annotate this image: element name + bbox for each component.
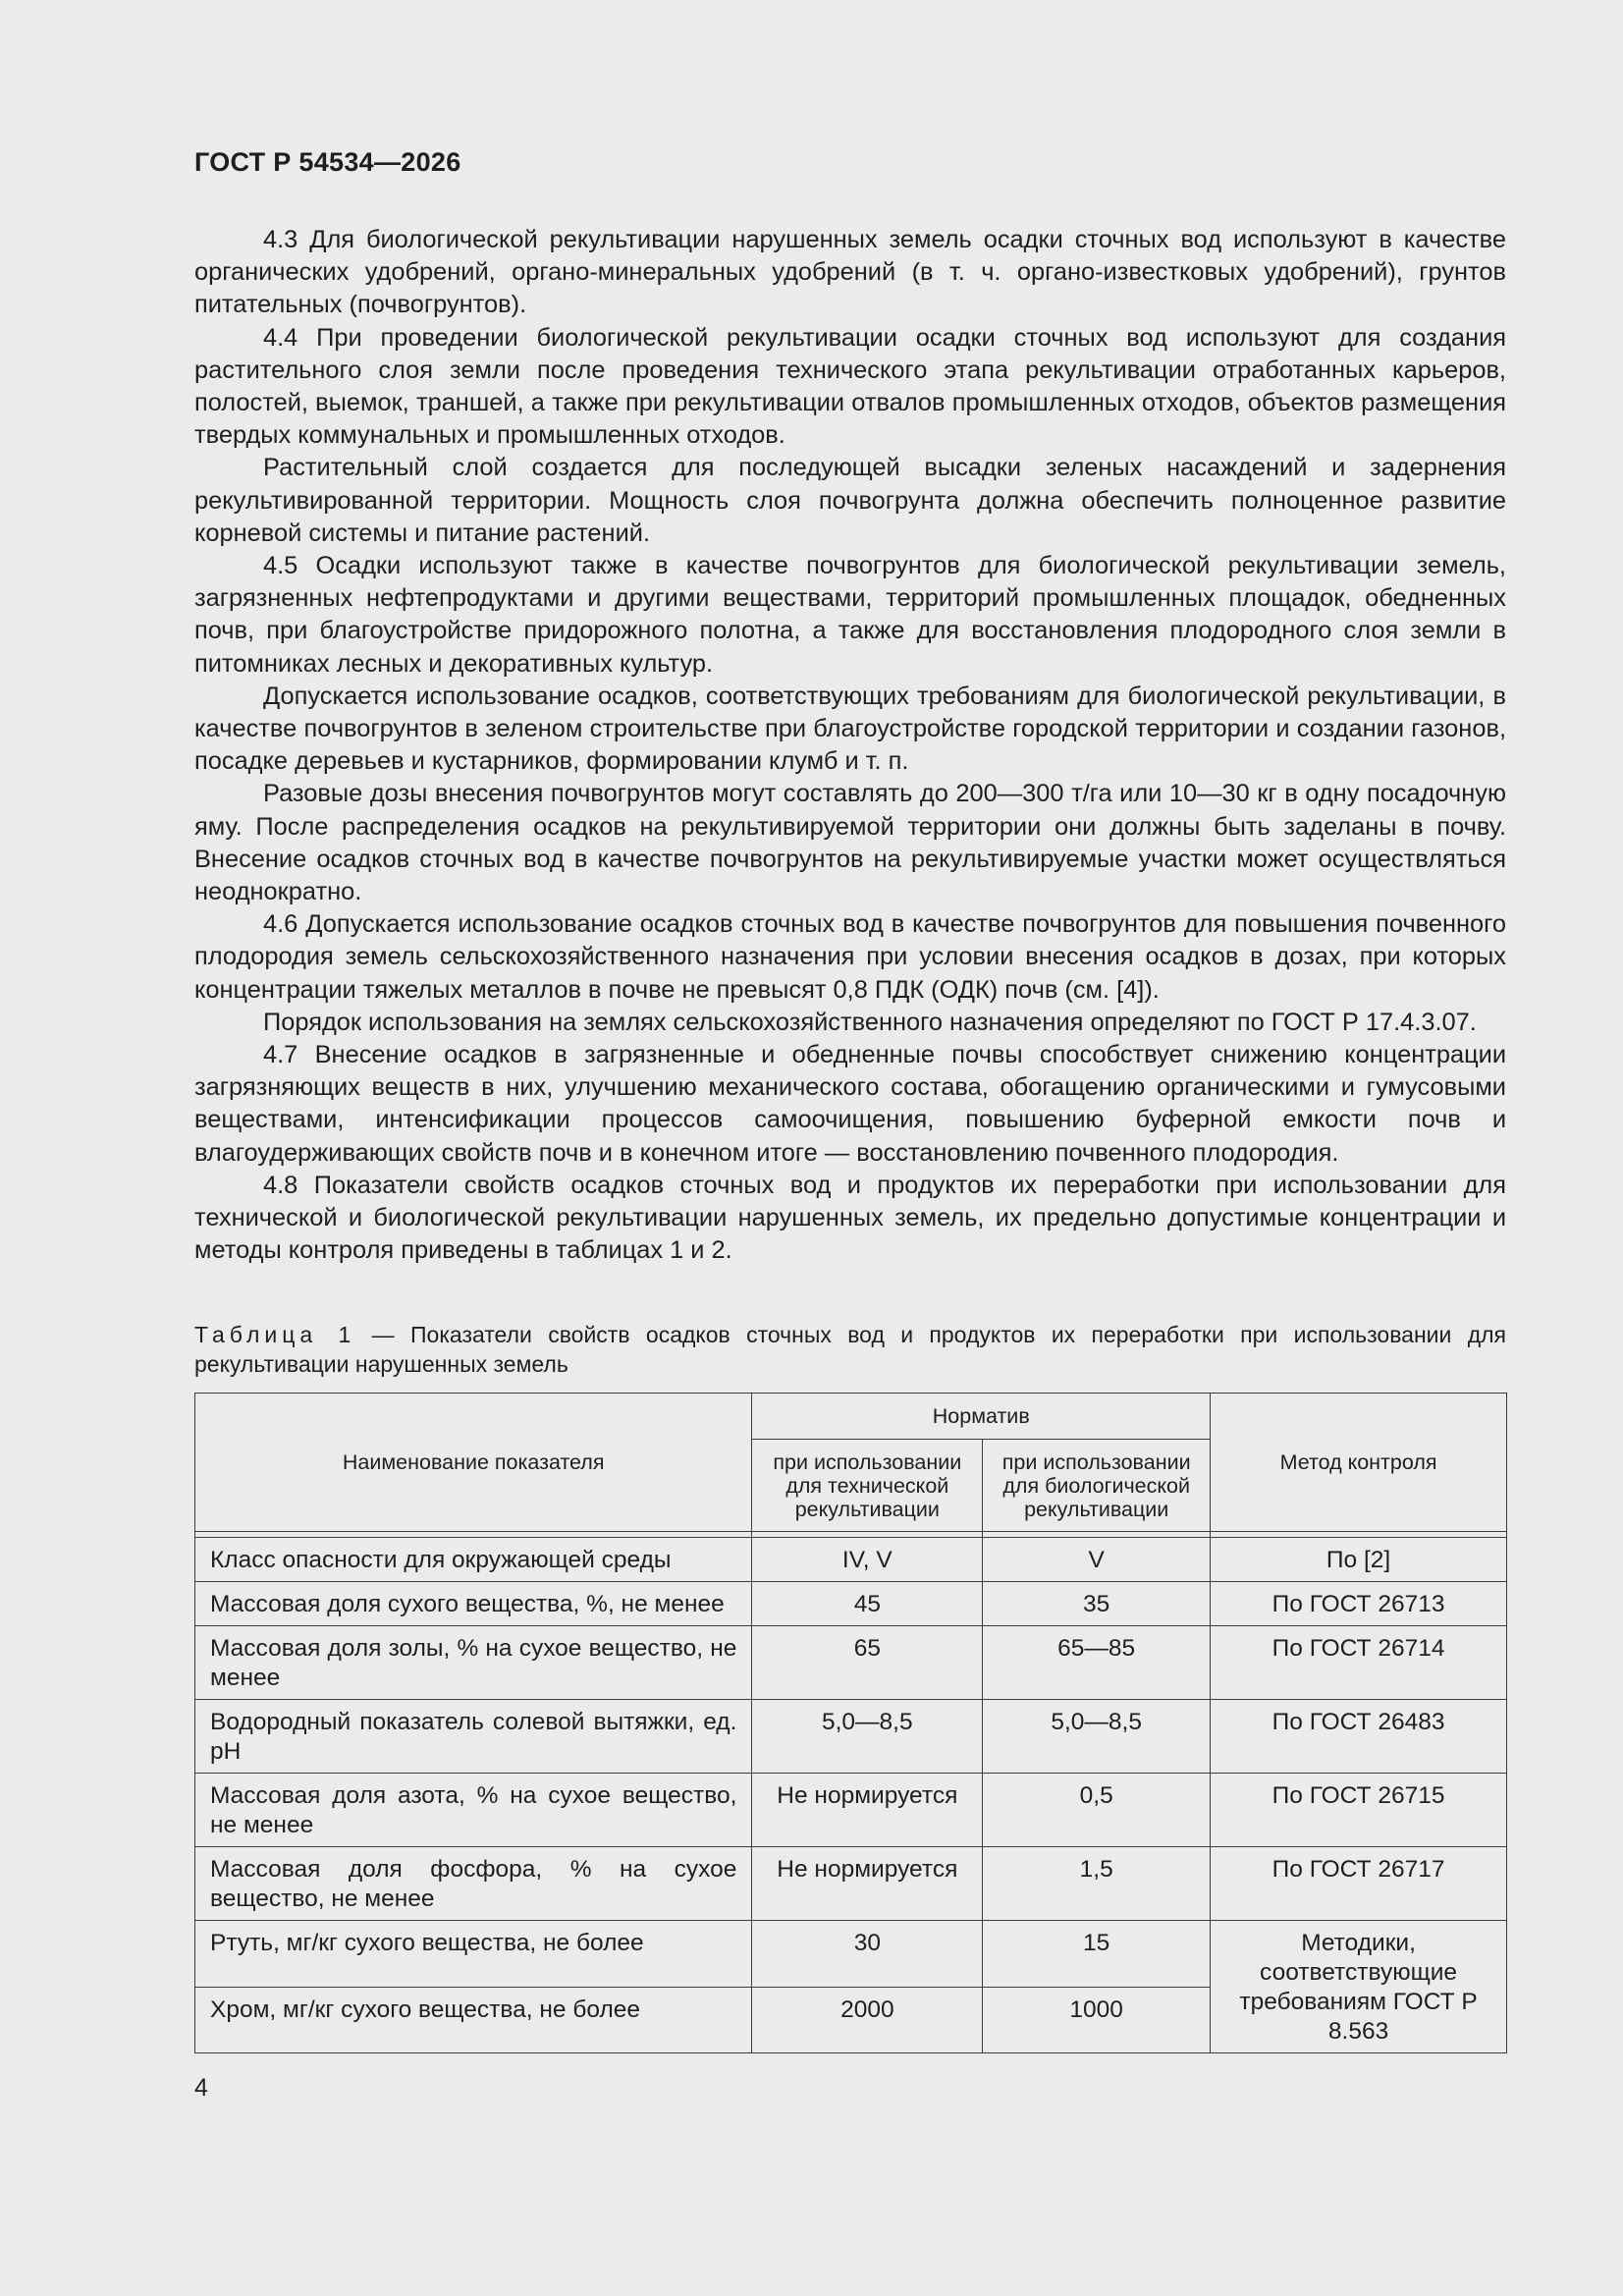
cell-technical: 45 xyxy=(752,1582,983,1626)
cell-indicator: Массовая доля азота, % на сухое вещество, не менее xyxy=(195,1774,752,1847)
paragraph-4-5: 4.5 Осадки используют также в качестве почвогрунтов для биологической рекультивации земель, загрязненных нефтепродуктами и другими веществами, территорий промышленных площадок, обедненных почв, при благоустройстве придорожного полотна, а также для восстановления плодородного слоя земли в питомниках лесных и декоративных культур. xyxy=(194,552,1506,678)
paragraph-4-8: 4.8 Показатели свойств осадков сточных вод и продуктов их переработки при использовании для технической и биологической рекультивации нарушенных земель, их предельно допустимые концентрации и методы контроля приведены в таблицах 1 и 2. xyxy=(194,1171,1506,1265)
header-method: Метод контроля xyxy=(1211,1394,1507,1532)
document-code-header: ГОСТ Р 54534—2026 xyxy=(194,147,461,177)
table-caption xyxy=(194,1320,1506,1379)
table-row xyxy=(195,1774,1507,1847)
paragraph-4-5-cont: Допускается использование осадков, соответствующих требованиям для биологической рекультивации, в качестве почвогрунтов в зеленом строительстве при благоустройстве городской территории и создании газонов, посадке деревьев и кустарников, формировании клумб и т. п. xyxy=(194,682,1506,776)
cell-technical: 2000 xyxy=(752,1987,983,2053)
paragraph-4-4: 4.4 При проведении биологической рекультивации осадки сточных вод используют для создания растительного слоя земли после проведения технического этапа рекультивации отработанных карьеров, полостей, выемок, траншей, а также при рекультивации отвалов промышленных отходов, объектов размещения твердых коммунальных и промышленных отходов. xyxy=(194,323,1506,450)
cell-indicator: Массовая доля фосфора, % на сухое вещество, не менее xyxy=(195,1847,752,1921)
cell-technical: 30 xyxy=(752,1921,983,1988)
cell-indicator: Класс опасности для окружающей среды xyxy=(195,1538,752,1582)
paragraph-4-4-cont: Растительный слой создается для последующей высадки зеленых насаждений и задернения рекультивированной территории. Мощность слоя почвогрунта должна обеспечить полноценное развитие корневой системы и питание растений. xyxy=(194,454,1506,547)
norms-table xyxy=(194,1393,1507,2053)
table-caption-text: — Показатели свойств осадков сточных вод и продуктов их переработки при использовании для рекультивации нарушенных земель xyxy=(194,1322,1506,1377)
cell-method: По ГОСТ 26483 xyxy=(1211,1700,1507,1774)
paragraph-4-6-cont: Порядок использования на землях сельскохозяйственного назначения определяют по ГОСТ Р 17.4.3.07. xyxy=(263,1008,1477,1036)
cell-biological: 5,0—8,5 xyxy=(983,1700,1211,1774)
cell-biological: 65—85 xyxy=(983,1626,1211,1700)
cell-biological: 0,5 xyxy=(983,1774,1211,1847)
cell-method: По ГОСТ 26713 xyxy=(1211,1582,1507,1626)
paragraph-4-7: 4.7 Внесение осадков в загрязненные и обедненные почвы способствует снижению концентрации загрязняющих веществ в них, улучшению механического состава, обогащению органическими и гумусовыми веществами, интенсификации процессов самоочищения, повышению буферной емкости почв и влагоудерживающих свойств почв и в конечном итоге — восстановлению почвенного плодородия. xyxy=(194,1041,1506,1167)
cell-indicator: Хром, мг/кг сухого вещества, не более xyxy=(195,1987,752,2053)
cell-indicator: Ртуть, мг/кг сухого вещества, не более xyxy=(195,1921,752,1988)
table-row xyxy=(195,1700,1507,1774)
cell-indicator: Водородный показатель солевой вытяжки, ед. pH xyxy=(195,1700,752,1774)
cell-technical: Не нормируется xyxy=(752,1847,983,1921)
table-row xyxy=(195,1582,1507,1626)
cell-indicator: Массовая доля золы, % на сухое вещество, не менее xyxy=(195,1626,752,1700)
table-row xyxy=(195,1626,1507,1700)
cell-biological: 35 xyxy=(983,1582,1211,1626)
cell-method: По [2] xyxy=(1211,1538,1507,1582)
table-row xyxy=(195,1921,1507,1988)
cell-method-merged: Методики, соответствующие требованиям ГОСТ Р 8.563 xyxy=(1211,1921,1507,2053)
header-norm: Норматив xyxy=(752,1394,1211,1440)
page-number: 4 xyxy=(194,2074,208,2102)
cell-biological: V xyxy=(983,1538,1211,1582)
paragraph-4-6: 4.6 Допускается использование осадков сточных вод в качестве почвогрунтов для повышения почвенного плодородия земель сельскохозяйственного назначения при условии внесения осадков в дозах, при которых концентрации тяжелых металлов в почве не превысят 0,8 ПДК (ОДК) почв (см. [4]). xyxy=(194,910,1506,1004)
cell-technical: IV, V xyxy=(752,1538,983,1582)
cell-technical: 65 xyxy=(752,1626,983,1700)
cell-technical: Не нормируется xyxy=(752,1774,983,1847)
cell-biological: 15 xyxy=(983,1921,1211,1988)
cell-method: По ГОСТ 26715 xyxy=(1211,1774,1507,1847)
paragraph-4-3: 4.3 Для биологической рекультивации нарушенных земель осадки сточных вод используют в качестве органических удобрений, органо-минеральных удобрений (в т. ч. органо-известковых удобрений), грунтов питательных (почвогрунтов). xyxy=(194,226,1506,319)
table-caption-label: Таблица 1 xyxy=(194,1322,356,1347)
table-row xyxy=(195,1847,1507,1921)
body-text xyxy=(194,224,1506,1268)
header-norm-technical: при использовании для технической рекультивации xyxy=(752,1440,983,1532)
table-row xyxy=(195,1538,1507,1582)
paragraph-4-5-doses: Разовые дозы внесения почвогрунтов могут составлять до 200—300 т/га или 10—30 кг в одну посадочную яму. После распределения осадков на рекультивируемой территории они должны быть заделаны в почву. Внесение осадков сточных вод в качестве почвогрунтов на рекультивируемые участки может осуществляться неоднократно. xyxy=(194,780,1506,906)
cell-technical: 5,0—8,5 xyxy=(752,1700,983,1774)
cell-method: По ГОСТ 26714 xyxy=(1211,1626,1507,1700)
cell-biological: 1000 xyxy=(983,1987,1211,2053)
header-indicator-name: Наименование показателя xyxy=(195,1394,752,1532)
cell-indicator: Массовая доля сухого вещества, %, не менее xyxy=(195,1582,752,1626)
cell-method: По ГОСТ 26717 xyxy=(1211,1847,1507,1921)
cell-biological: 1,5 xyxy=(983,1847,1211,1921)
header-norm-biological: при использовании для биологической рекультивации xyxy=(983,1440,1211,1532)
